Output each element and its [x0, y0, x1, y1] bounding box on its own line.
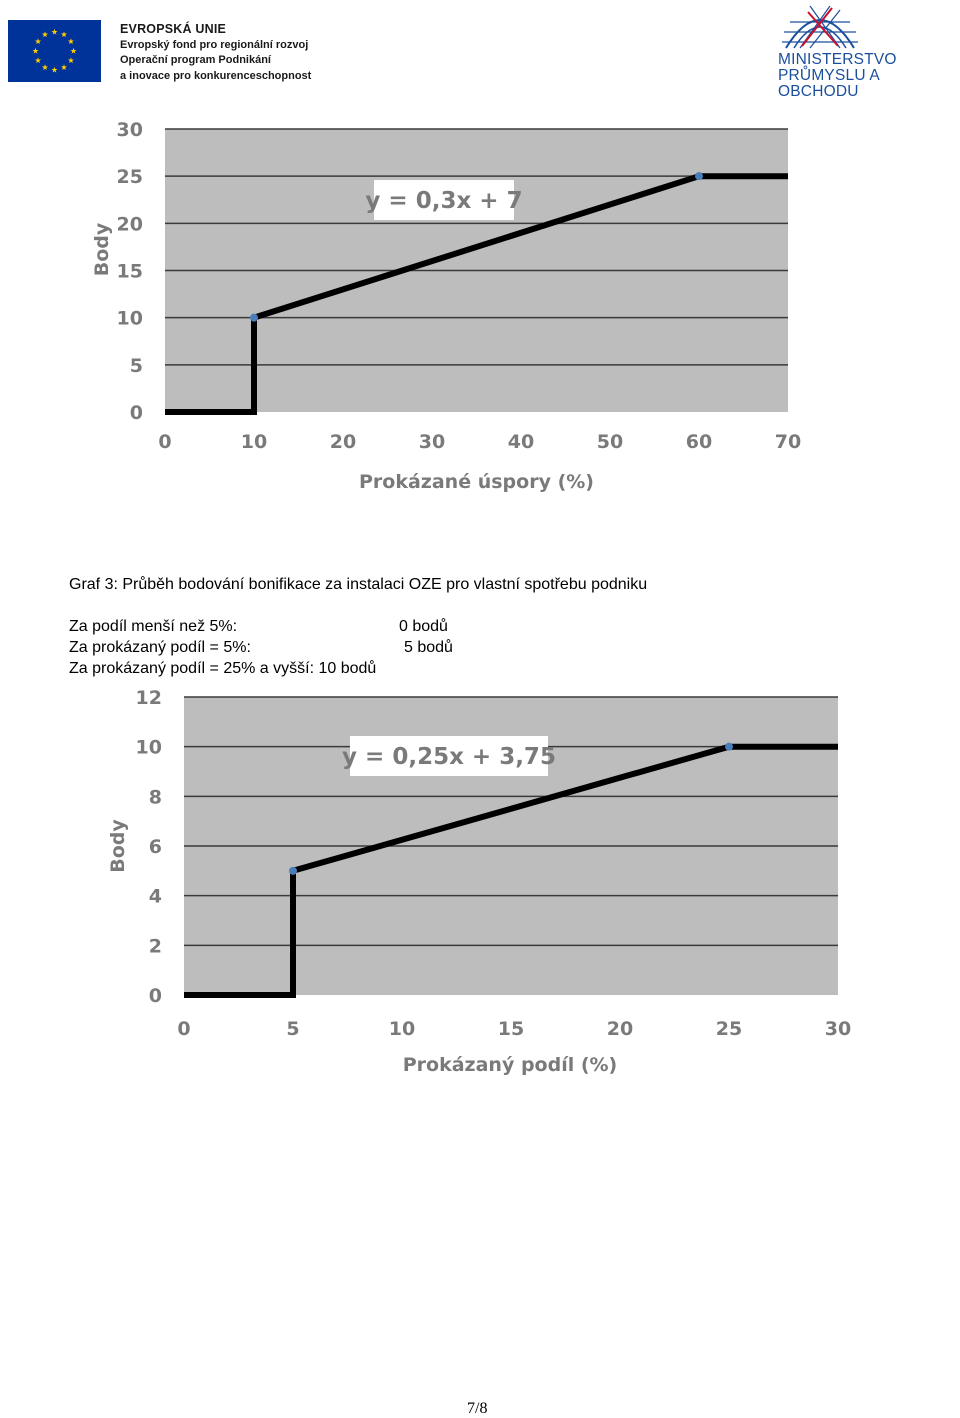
rule-row [69, 617, 448, 637]
y-axis-label: Body [107, 819, 129, 873]
equation-label: y = 0,3x + 7 [365, 188, 523, 214]
x-tick-label: 10 [388, 1018, 416, 1040]
x-tick-label: 10 [240, 431, 268, 453]
rule-row [69, 638, 453, 658]
x-tick-label: 70 [774, 431, 802, 453]
data-point-marker [250, 314, 258, 322]
rule-label: Za prokázaný podíl = 25% a vyšší: 10 bodů [69, 660, 377, 677]
x-tick-label: 20 [606, 1018, 634, 1040]
points-savings-chart [0, 108, 960, 508]
ministry-line-1: MINISTERSTVO [778, 51, 897, 68]
x-tick-label: 0 [158, 431, 172, 453]
x-tick-label: 15 [497, 1018, 525, 1040]
data-point-marker [289, 867, 297, 875]
y-tick-label: 6 [148, 836, 162, 858]
eu-line-1: Evropský fond pro regionální rozvoj [120, 38, 309, 51]
y-tick-label: 8 [148, 786, 162, 809]
data-point-marker [725, 743, 733, 751]
ministry-text-block [778, 52, 960, 100]
rule-label: Za podíl menší než 5%: [69, 618, 238, 635]
x-tick-label: 40 [507, 431, 535, 453]
y-tick-label: 0 [148, 985, 162, 1007]
points-share-chart [0, 680, 960, 1080]
y-tick-label: 4 [148, 885, 162, 908]
x-tick-label: 30 [418, 431, 446, 453]
y-tick-label: 0 [129, 402, 143, 424]
rule-label: Za prokázaný podíl = 5%: [69, 639, 251, 656]
ministry-line-2: PRŮMYSLU A OBCHODU [778, 67, 880, 100]
x-tick-label: 60 [685, 431, 713, 453]
x-tick-label: 25 [715, 1018, 743, 1040]
x-axis-label: Prokázaný podíl (%) [402, 1054, 618, 1076]
y-tick-label: 2 [148, 935, 162, 958]
y-tick-label: 25 [116, 166, 143, 189]
x-tick-label: 50 [596, 431, 624, 453]
x-tick-label: 0 [177, 1018, 191, 1040]
eu-line-3: a inovace pro konkurenceschopnost [120, 69, 312, 82]
data-point-marker [695, 172, 703, 180]
y-axis-label: Body [91, 222, 113, 277]
ministry-globe-logo [780, 2, 860, 54]
y-tick-label: 30 [116, 119, 143, 141]
x-axis-label: Prokázané úspory (%) [359, 471, 594, 493]
y-tick-label: 10 [116, 307, 143, 330]
eu-flag-logo [8, 20, 101, 82]
y-tick-label: 12 [135, 687, 162, 709]
page-number: 7/8 [467, 1400, 488, 1417]
y-tick-label: 15 [116, 260, 143, 283]
eu-text-block [120, 22, 311, 84]
rule-value: 0 bodů [399, 618, 448, 635]
rule-value: 5 bodů [404, 639, 453, 656]
figure-caption: Graf 3: Průběh bodování bonifikace za instalaci OZE pro vlastní spotřebu podniku [69, 576, 648, 593]
y-tick-label: 20 [116, 213, 143, 236]
eu-title: EVROPSKÁ UNIE [120, 22, 227, 36]
y-tick-label: 10 [135, 736, 162, 759]
x-tick-label: 20 [329, 431, 357, 453]
x-tick-label: 30 [824, 1018, 852, 1040]
x-tick-label: 5 [286, 1018, 300, 1040]
rule-row [69, 659, 376, 679]
eu-line-2: Operační program Podnikání [120, 54, 271, 66]
equation-label: y = 0,25x + 3,75 [342, 744, 556, 770]
y-tick-label: 5 [129, 354, 143, 377]
